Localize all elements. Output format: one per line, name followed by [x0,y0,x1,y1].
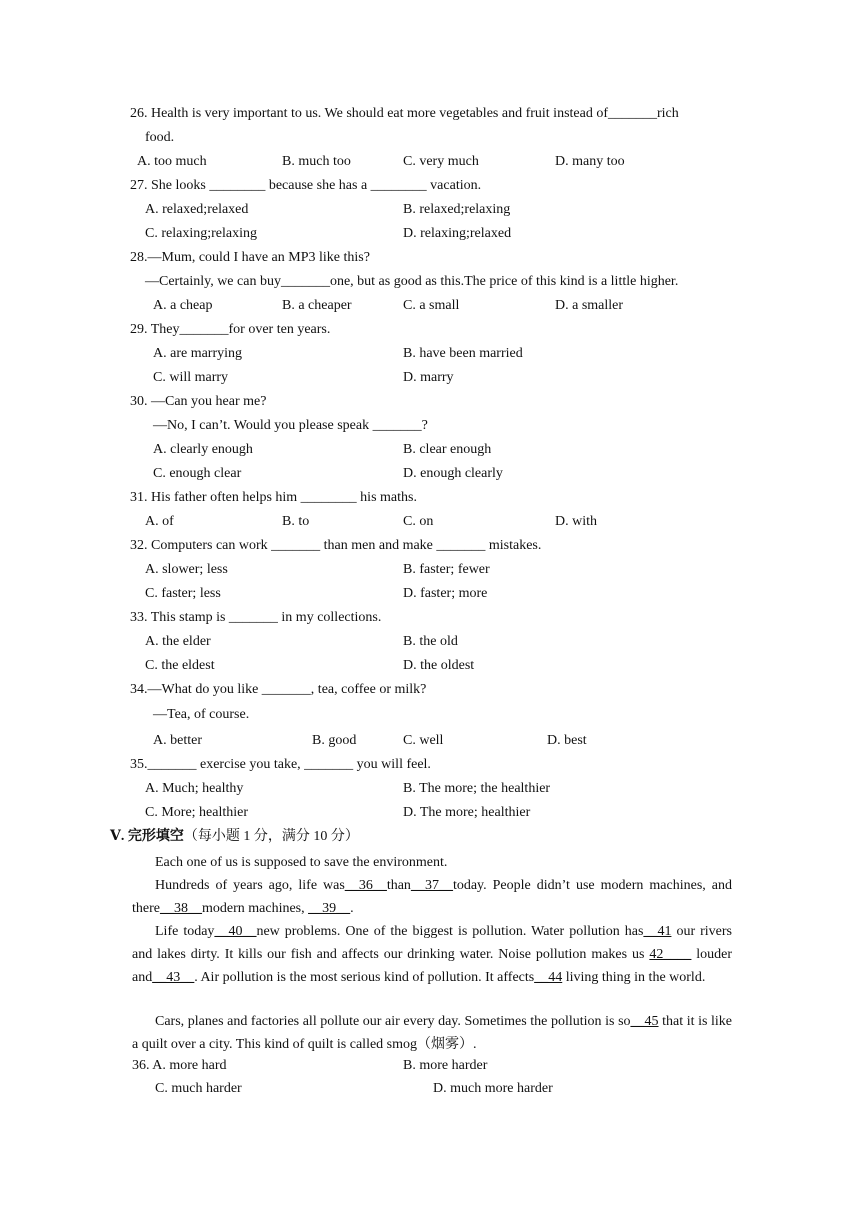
blank-38: __38__ [159,901,202,916]
blank-41: __41 [643,924,672,939]
q34-stem: 34.—What do you like _______, tea, coffee or milk? [130,682,427,697]
q30-option-c: C. enough clear [153,466,242,481]
passage-text: Life today [155,924,215,939]
q36-option-d: D. much more harder [433,1081,553,1096]
q26-option-c: C. very much [403,154,479,169]
passage-paragraph-2 [132,874,732,920]
q26-stem-cont: food. [145,130,175,145]
passage-paragraph-1: Each one of us is supposed to save the environment. [155,855,448,870]
q31-option-b: B. to [282,514,310,529]
q36-option-b: B. more harder [403,1058,488,1073]
q32-option-d: D. faster; more [403,586,488,601]
q32-option-b: B. faster; fewer [403,562,490,577]
passage-text: that it is like a quilt over a city. This kind of quilt is called smog（烟雾）. [132,1014,732,1052]
passage-text: than [386,878,411,893]
q33-option-c: C. the eldest [145,658,215,673]
q35-option-c: C. More; healthier [145,805,249,820]
q34-option-d: D. best [547,733,587,748]
q30-option-b: B. clear enough [403,442,492,457]
q33-stem: 33. This stamp is _______ in my collections. [130,610,382,625]
q28-option-c: C. a small [403,298,460,313]
passage-text: new problems. One of the biggest is pollution. Water pollution has [256,924,644,939]
q29-option-d: D. marry [403,370,454,385]
passage-text: living thing in the world. [565,970,706,985]
q27-option-c: C. relaxing;relaxing [145,226,257,241]
q33-option-b: B. the old [403,634,458,649]
q26-option-d: D. many too [555,154,625,169]
q31-option-c: C. on [403,514,434,529]
passage-text: Hundreds of years ago, life was [155,878,345,893]
q27-option-d: D. relaxing;relaxed [403,226,512,241]
passage-paragraph-4 [132,1010,732,1056]
q28-stem-reply: —Certainly, we can buy_______one, but as good as this.The price of this kind is a little higher. [145,274,679,289]
q32-option-a: A. slower; less [145,562,228,577]
q26-option-a: A. too much [137,154,207,169]
q36-option-c: C. much harder [155,1081,242,1096]
blank-36: __36__ [344,878,387,893]
passage-text: Cars, planes and factories all pollute our air every day. Sometimes the pollution is so [155,1014,631,1029]
blank-37: __37__ [410,878,453,893]
section-title: Ⅴ. 完形填空 [110,829,184,844]
passage-text: . Air pollution is the most serious kind of pollution. It affects [194,970,535,985]
passage-text: our rivers and lakes dirty. It kills our fish and affects our drinking water. Noise pollution makes us [132,924,733,962]
passage-text: today. People didn’t use modern machines, and there [132,878,732,916]
passage-text: . [350,901,354,916]
q29-option-a: A. are marrying [153,346,243,361]
blank-45: __45 [630,1014,659,1029]
q31-option-d: D. with [555,514,597,529]
q32-option-c: C. faster; less [145,586,221,601]
q30-stem-reply: —No, I can’t. Would you please speak _______? [153,418,428,433]
q28-stem: 28.—Mum, could I have an MP3 like this? [130,250,370,265]
section-heading [110,828,359,846]
q34-stem-reply: —Tea, of course. [153,707,250,722]
blank-43: __43__ [152,970,195,985]
q35-option-d: D. The more; healthier [403,805,531,820]
blank-40: __40__ [214,924,257,939]
passage-text: modern machines, [201,901,305,916]
q27-option-a: A. relaxed;relaxed [145,202,249,217]
q30-stem: 30. —Can you hear me? [130,394,267,409]
blank-44: __44 [534,970,563,985]
q33-option-a: A. the elder [145,634,211,649]
q26-option-b: B. much too [282,154,351,169]
q35-option-a: A. Much; healthy [145,781,244,796]
q29-option-c: C. will marry [153,370,229,385]
blank-39: __39__ [308,901,351,916]
q26-stem: 26. Health is very important to us. We should eat more vegetables and fruit instead of_______rich [130,106,679,121]
q35-option-b: B. The more; the healthier [403,781,551,796]
q27-stem: 27. She looks ________ because she has a ________ vacation. [130,178,482,193]
q36-option-a: 36. A. more hard [132,1058,227,1073]
q28-option-b: B. a cheaper [282,298,352,313]
passage-paragraph-3 [132,920,732,989]
q32-stem: 32. Computers can work _______ than men and make _______ mistakes. [130,538,542,553]
q34-option-c: C. well [403,733,444,748]
passage-text: louder and [132,947,733,985]
q28-option-d: D. a smaller [555,298,624,313]
q29-option-b: B. have been married [403,346,523,361]
blank-42: 42____ [649,947,692,962]
q33-option-d: D. the oldest [403,658,475,673]
q35-stem: 35._______ exercise you take, _______ you will feel. [130,757,431,772]
q34-option-a: A. better [153,733,202,748]
q30-option-a: A. clearly enough [153,442,253,457]
q29-stem: 29. They_______for over ten years. [130,322,331,337]
q30-option-d: D. enough clearly [403,466,503,481]
q34-option-b: B. good [312,733,357,748]
section-scoring-note: （每小题 1 分，满分 10 分） [183,829,359,844]
q31-stem: 31. His father often helps him ________ his maths. [130,490,417,505]
q28-option-a: A. a cheap [153,298,213,313]
q31-option-a: A. of [145,514,174,529]
q27-option-b: B. relaxed;relaxing [403,202,511,217]
